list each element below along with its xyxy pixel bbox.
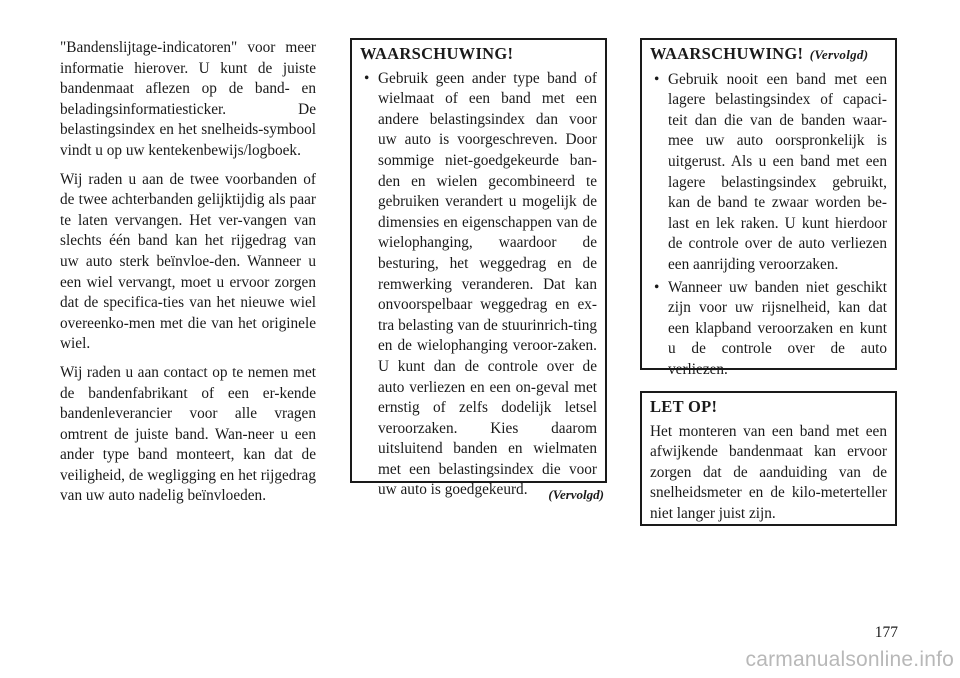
warning-list bbox=[650, 70, 887, 381]
warning-item: • Gebruik geen ander type band of wielmaat of een band met een andere belastingsindex dan voor uw auto is voorgeschreven. Door sommige niet-goedgekeurde ban-den en wielen gecombineerd te gebruiken verandert u mogelijk de dimensies en eigenschappen van de wielophanging, waardoor de besturing, het weggedrag en de remwerking veranderen. Dat kan onvoorspelbaar weggedrag en ex-tra belasting van de stuurinrich-ting en de wielophanging veroor-zaken. U kunt dan de controle over de auto verliezen en een on-geval met ernstig of zelfs dodelijk letsel veroorzaken. Kies daarom uitsluitend banden en wielmaten met een belastingsindex die voor uw auto is goedgekeurd. bbox=[360, 69, 597, 501]
body-text-column bbox=[60, 38, 316, 515]
warning-item: • Wanneer uw banden niet geschikt zijn voor uw rijsnelheid, kan dat een klapband veroorzaken en kunt u de controle over de auto verliezen. bbox=[650, 278, 887, 381]
page-number: 177 bbox=[874, 624, 898, 641]
warning-box-2 bbox=[640, 38, 897, 378]
continued-label: (Vervolgd) bbox=[548, 487, 604, 502]
warning-title-continued: WAARSCHUWING! (Vervolgd) bbox=[650, 44, 869, 63]
caution-box bbox=[640, 391, 897, 526]
warning-item: • Gebruik nooit een band met een lagere belastingsindex of capaci-teit dan die van de banden waar-mee uw auto oorspronkelijk is uitgerust. Als u een band met een lagere belastingsindex gebruikt, kan de band te zwaar worden be-last en lek raken. U kunt hierdoor de controle over de auto verliezen een aanrijding veroorzaken. bbox=[650, 70, 887, 276]
paragraph-contact-manufacturer: Wij raden u aan contact op te nemen met de bandenfabrikant of een er-kende bandenleverancier voor alle vragen omtrent de juiste band. Wan-neer u een ander type band monteert, kan dat de veiligheid, de wegligging en het rijgedrag van uw auto nadelig beïnvloeden. bbox=[60, 363, 316, 505]
paragraph-replace-pairs: Wij raden u aan de twee voorbanden of de twee achterbanden gelijktijdig als paar te laten vervangen. Het ver-vangen van slechts één band kan het rijgedrag van uw auto sterk beïnvloe-den. Wanneer u een wiel vervangt, moet u ervoor zorgen dat de specifica-ties van het nieuwe wiel overeenko-men met die van het originele wiel. bbox=[60, 170, 316, 353]
continued-tag: (Vervolgd) bbox=[809, 47, 869, 62]
paragraph-tire-info: "Bandenslijtage-indicatoren" voor meer informatie hierover. U kunt de juiste bandenmaat aflezen op de band- en beladingsinformatiesticker. De belastingsindex en het snelheids-symbool vindt u op uw kentekenbewijs/logboek. bbox=[60, 39, 316, 159]
warning-title: WAARSCHUWING! bbox=[360, 44, 514, 63]
caution-title: LET OP! bbox=[650, 397, 718, 416]
warning-list bbox=[360, 69, 597, 501]
watermark: carmanualsonline.info bbox=[745, 648, 954, 671]
caution-text: Het monteren van een band met een afwijkende bandenmaat kan ervoor zorgen dat de aanduiding van de snelheidsmeter en de kilo-meterteller niet langer juist zijn. bbox=[650, 422, 887, 522]
